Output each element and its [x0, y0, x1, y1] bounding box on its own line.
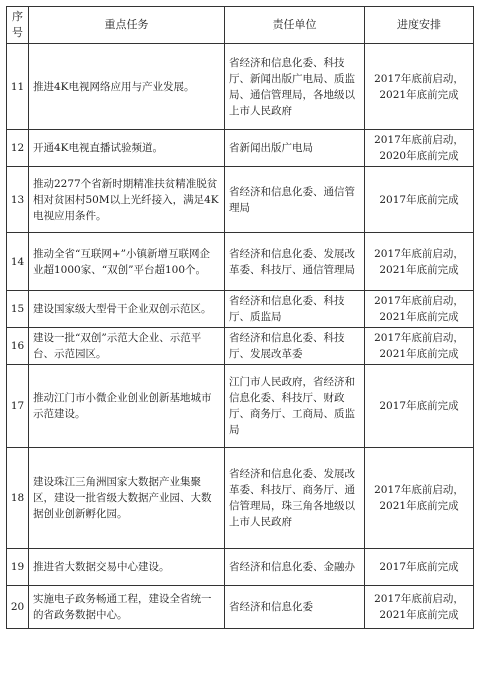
unit-cell: 江门市人民政府，省经济和信息化委、科技厅、财政厅、商务厅、工商局、质监局 — [225, 365, 365, 448]
task-cell: 推动江门市小微企业创业创新基地城市示范建设。 — [29, 365, 225, 448]
task-cell: 建设珠江三角洲国家大数据产业集聚区，建设一批省级大数据产业园、大数据创业创新孵化园。 — [29, 448, 225, 549]
unit-cell: 省经济和信息化委、科技厅、发展改革委 — [225, 328, 365, 365]
schedule-cell — [365, 365, 474, 448]
task-table — [6, 6, 474, 629]
schedule-cell — [365, 44, 474, 130]
task-cell: 建设一批“双创”示范大企业、示范平台、示范园区。 — [29, 328, 225, 365]
table-row — [7, 328, 474, 365]
header-unit: 责任单位 — [225, 7, 365, 44]
schedule-line: 2017年底前启动， — [374, 72, 464, 85]
task-cell: 推进省大数据交易中心建设。 — [29, 549, 225, 586]
schedule-cell — [365, 328, 474, 365]
schedule-line: 2021年底前完成 — [379, 311, 459, 323]
schedule-line: 2017年底前完成 — [379, 400, 459, 412]
schedule-line: 2021年底前完成 — [379, 263, 459, 276]
task-cell: 开通4K电视直播试验频道。 — [29, 130, 225, 167]
table-row — [7, 44, 474, 130]
task-cell: 实施电子政务畅通工程，建设全省统一的省政务数据中心。 — [29, 586, 225, 629]
row-index: 20 — [7, 586, 29, 629]
table-row — [7, 291, 474, 328]
schedule-line: 2017年底前启动， — [374, 295, 464, 307]
schedule-cell — [365, 586, 474, 629]
row-index: 17 — [7, 365, 29, 448]
task-cell: 推进4K电视网络应用与产业发展。 — [29, 44, 225, 130]
row-index: 16 — [7, 328, 29, 365]
unit-cell: 省经济和信息化委、金融办 — [225, 549, 365, 586]
unit-cell: 省经济和信息化委、发展改革委、科技厅、通信管理局 — [225, 233, 365, 291]
task-table-container — [6, 6, 474, 629]
table-row — [7, 549, 474, 586]
schedule-line: 2017年底前完成 — [379, 561, 459, 573]
table-row — [7, 586, 474, 629]
table-row — [7, 167, 474, 233]
task-cell: 推动全省“互联网+”小镇新增互联网企业超1000家、“双创”平台超100个。 — [29, 233, 225, 291]
table-row — [7, 233, 474, 291]
task-cell: 推动2277个省新时期精准扶贫精准脱贫相对贫困村50M以上光纤接入，满足4K电视应用条件。 — [29, 167, 225, 233]
schedule-line: 2021年底前完成 — [379, 88, 459, 101]
table-body — [7, 44, 474, 629]
schedule-line: 2017年底前启动， — [374, 247, 464, 260]
table-row — [7, 130, 474, 167]
schedule-line: 2017年底前启动， — [374, 484, 464, 496]
schedule-cell — [365, 448, 474, 549]
header-index: 序号 — [7, 7, 29, 44]
row-index: 18 — [7, 448, 29, 549]
row-index: 12 — [7, 130, 29, 167]
unit-cell: 省经济和信息化委 — [225, 586, 365, 629]
unit-cell: 省经济和信息化委、发展改革委、科技厅、商务厅、通信管理局，珠三角各地级以上市人民政府 — [225, 448, 365, 549]
schedule-line: 2017年底前完成 — [379, 193, 459, 206]
row-index: 14 — [7, 233, 29, 291]
schedule-line: 2017年底前启动， — [374, 593, 464, 605]
schedule-cell — [365, 549, 474, 586]
header-task: 重点任务 — [29, 7, 225, 44]
schedule-cell — [365, 291, 474, 328]
unit-cell: 省经济和信息化委、科技厅、质监局 — [225, 291, 365, 328]
row-index: 19 — [7, 549, 29, 586]
unit-cell: 省经济和信息化委、科技厅、新闻出版广电局、质监局、通信管理局，各地级以上市人民政府 — [225, 44, 365, 130]
schedule-line: 2017年底前启动， — [374, 332, 464, 344]
table-row — [7, 448, 474, 549]
schedule-cell — [365, 233, 474, 291]
schedule-cell — [365, 167, 474, 233]
row-index: 13 — [7, 167, 29, 233]
schedule-line: 2017年底前启动， — [374, 134, 464, 146]
unit-cell: 省经济和信息化委、通信管理局 — [225, 167, 365, 233]
table-row — [7, 365, 474, 448]
schedule-line: 2021年底前完成 — [379, 500, 459, 512]
header-schedule: 进度安排 — [365, 7, 474, 44]
task-cell: 建设国家级大型骨干企业双创示范区。 — [29, 291, 225, 328]
schedule-cell — [365, 130, 474, 167]
schedule-line: 2021年底前完成 — [379, 609, 459, 621]
row-index: 15 — [7, 291, 29, 328]
schedule-line: 2021年底前完成 — [379, 348, 459, 360]
table-header-row — [7, 7, 474, 44]
unit-cell: 省新闻出版广电局 — [225, 130, 365, 167]
row-index: 11 — [7, 44, 29, 130]
schedule-line: 2020年底前完成 — [379, 150, 459, 162]
